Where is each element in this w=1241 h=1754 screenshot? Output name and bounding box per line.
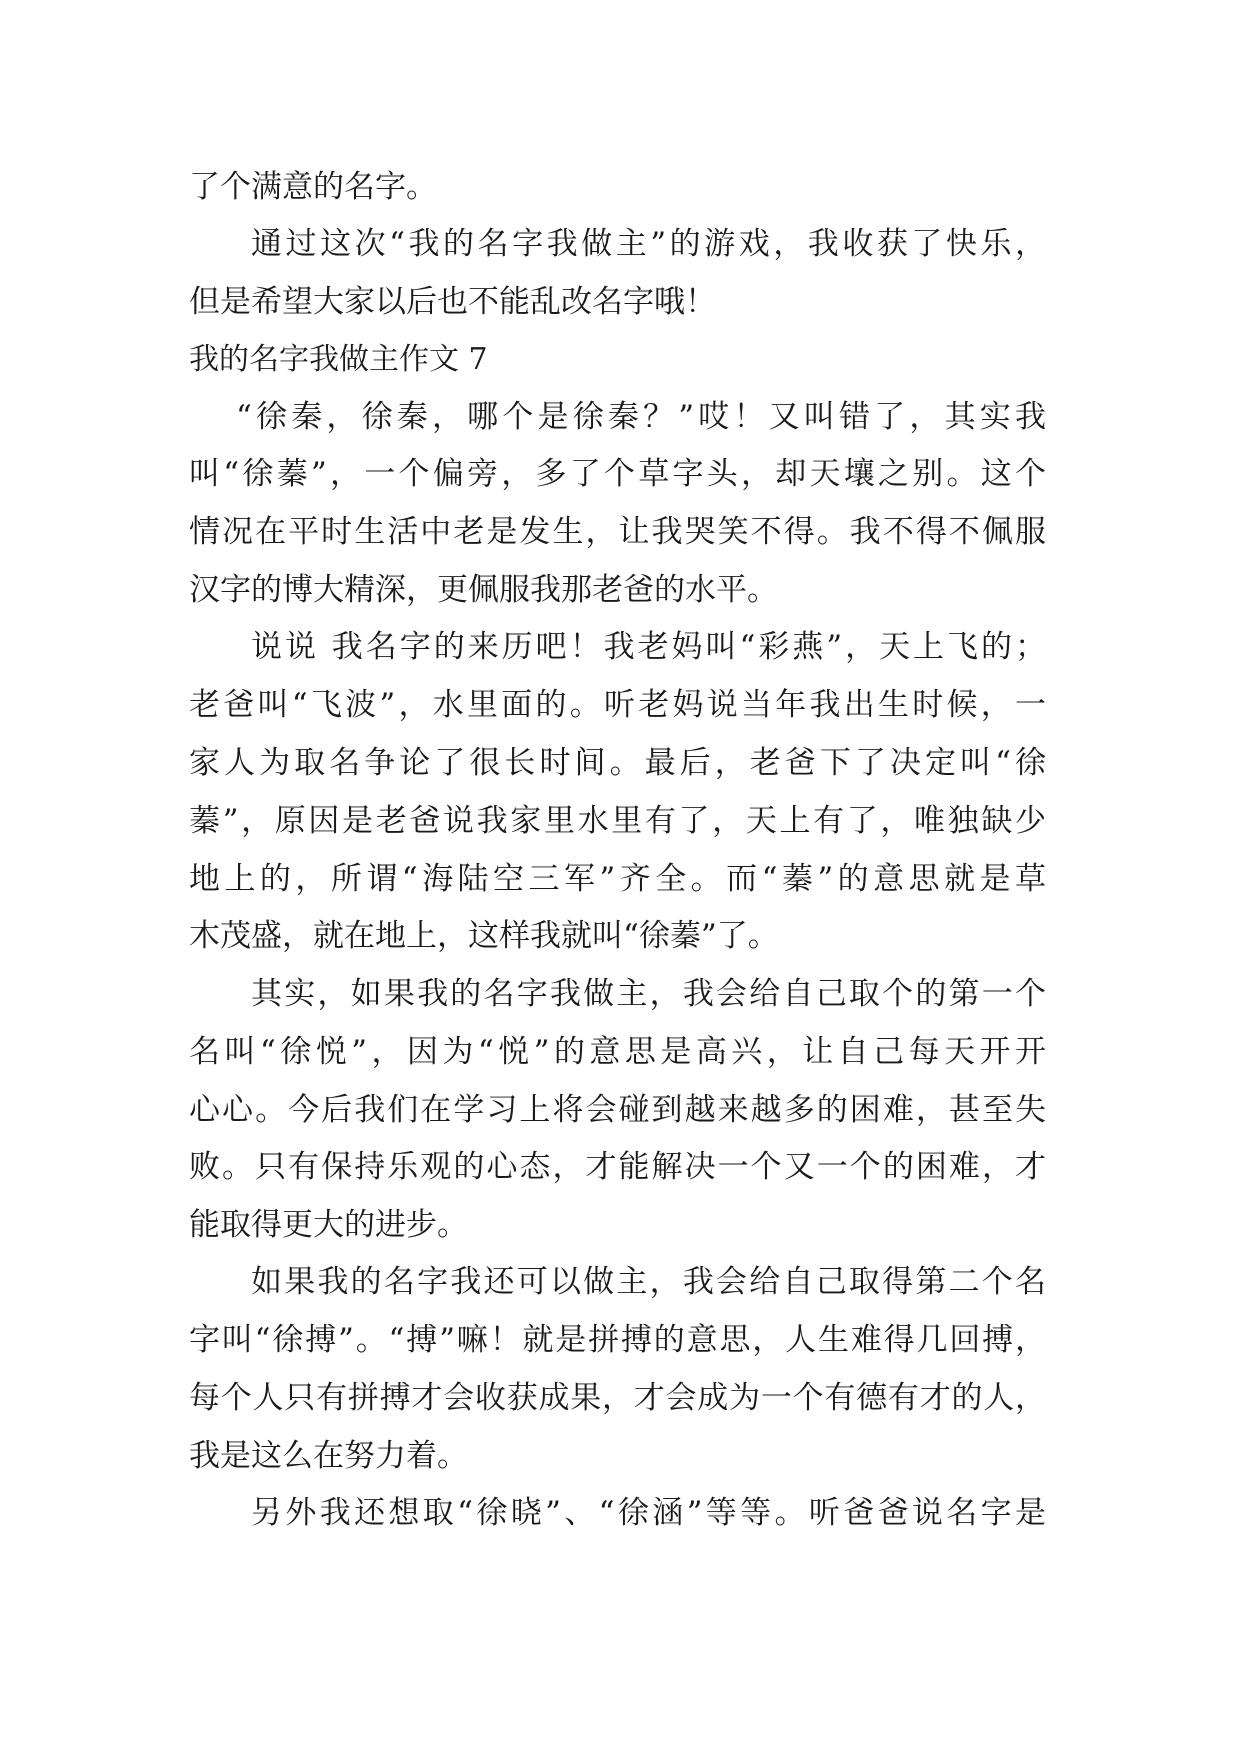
paragraph-line: 另外我还想取“徐晓”、“徐涵”等等。听爸爸说名字是: [251, 1495, 1046, 1531]
paragraph-line: 我是这么在努力着。: [189, 1438, 468, 1474]
paragraph-line: 情况在平时生活中老是发生，让我哭笑不得。我不得不佩服: [189, 514, 1046, 550]
paragraph-line: 汉字的博大精深，更佩服我那老爸的水平。: [189, 572, 778, 608]
paragraph-line: 败。只有保持乐观的心态，才能解决一个又一个的困难，才: [189, 1149, 1046, 1185]
paragraph-line: 心心。今后我们在学习上将会碰到越来越多的困难，甚至失: [189, 1092, 1046, 1128]
paragraph-line: 名叫“徐悦”，因为“悦”的意思是高兴，让自己每天开开: [189, 1034, 1046, 1070]
section-heading: 我的名字我做主作文 7: [189, 342, 488, 377]
paragraph-line: 家人为取名争论了很长时间。最后，老爸下了决定叫“徐: [189, 745, 1046, 781]
paragraph-line: 蓁”，原因是老爸说我家里水里有了，天上有了，唯独缺少: [189, 803, 1046, 839]
paragraph-line: “徐秦，徐秦，哪个是徐秦？”哎！又叫错了，其实我: [236, 399, 1046, 435]
paragraph-line: 其实，如果我的名字我做主，我会给自己取个的第一个: [251, 976, 1046, 1012]
paragraph-line: 能取得更大的进步。: [189, 1207, 468, 1243]
paragraph-line: 了个满意的名字。: [189, 169, 437, 205]
paragraph-line: 通过这次“我的名字我做主”的游戏，我收获了快乐，: [251, 226, 1046, 262]
paragraph-line: 但是希望大家以后也不能乱改名字哦！: [189, 284, 716, 320]
paragraph-line: 说说 我名字的来历吧！我老妈叫“彩燕”，天上飞的；: [251, 629, 1046, 665]
paragraph-line: 老爸叫“飞波”，水里面的。听老妈说当年我出生时候，一: [189, 687, 1046, 723]
paragraph-line: 如果我的名字我还可以做主，我会给自己取得第二个名: [251, 1264, 1046, 1300]
paragraph-line: 字叫“徐搏”。“搏”嘛！就是拼搏的意思，人生难得几回搏，: [189, 1322, 1046, 1358]
paragraph-line: 木茂盛，就在地上，这样我就叫“徐蓁”了。: [189, 918, 779, 954]
paragraph-line: 地上的，所谓“海陆空三军”齐全。而“蓁”的意思就是草: [189, 861, 1046, 897]
paragraph-line: 叫“徐蓁”，一个偏旁，多了个草字头，却天壤之别。这个: [189, 456, 1046, 492]
paragraph-line: 每个人只有拼搏才会收获成果，才会成为一个有德有才的人，: [189, 1380, 1046, 1416]
